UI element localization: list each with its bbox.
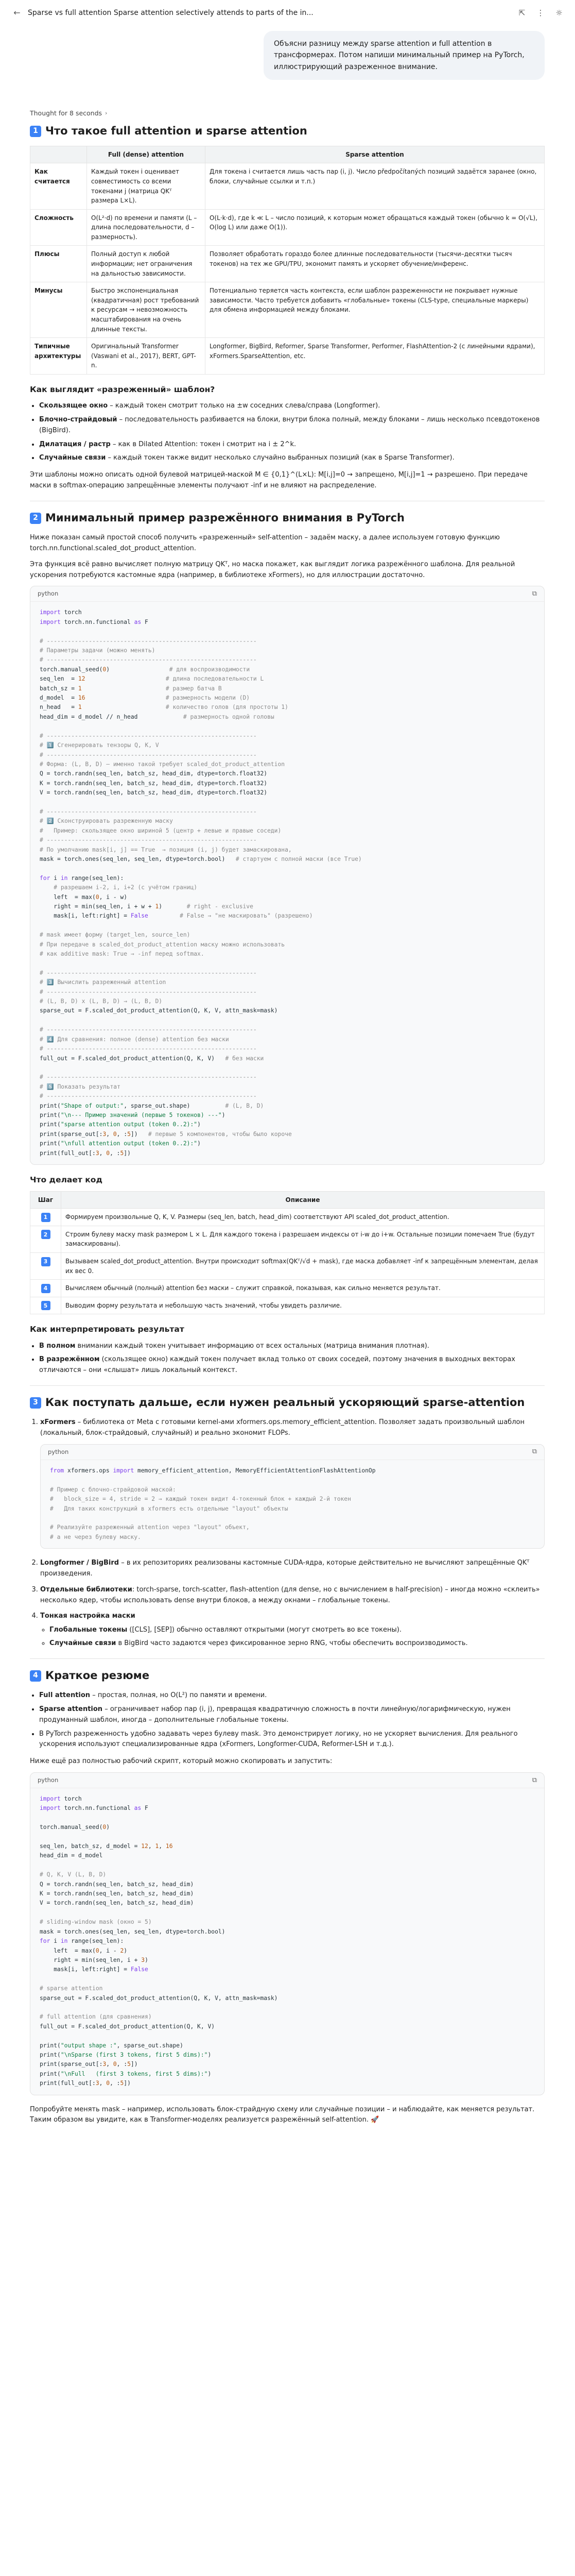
- table-header: Шаг: [30, 1192, 61, 1209]
- table-cell: Быстро экспоненциальная (квадратичная) рост требований к ресурсам → невозможность масштабирования на очень длинные тексты.: [87, 282, 205, 338]
- table-row: [30, 1209, 545, 1226]
- divider: [30, 1658, 545, 1659]
- intro-paragraph: Эта функция всё равно вычисляет полную матрицу QKᵀ, но маска покажет, как выглядит логика разрежённого шаблона. Для реальной ускорения потребуются кастомные ядра (например, в библиотеке xFormers), но для иллюстрации достаточно.: [30, 560, 515, 579]
- list-item: • Случайные связи – каждый токен также видит несколько случайно выбранных позиций (как в Sparse Transformer).: [39, 453, 545, 464]
- outro-paragraph: Ниже ещё раз полностью рабочий скрипт, который можно скопировать и запустить:: [30, 1757, 333, 1766]
- list-item: 3. Отдельные библиотеки: torch-sparse, torch-scatter, flash-attention (для dense, но с вычислением в half-precision) – иногда можно «склеить» несколько ядер, чтобы использовать dense внутри блоков, а между окнами – глобальные токены.: [40, 1585, 545, 1606]
- list-item: • Дилатация / растр – как в Dilated Attention: токен i смотрит на i ± 2^k.: [39, 439, 545, 450]
- table-cell: O(L·k·d), где k ≪ L – число позиций, к которым может обращаться каждый токен (обычно k = O(√L), O(log L) или даже O(1)).: [205, 209, 545, 246]
- table-row: [30, 163, 545, 209]
- code-block: [30, 586, 545, 1165]
- section-title-text: Как поступать дальше, если нужен реальный ускоряющий sparse-attention: [45, 1396, 525, 1409]
- table-cell: Потенциально теряется часть контекста, если шаблон разреженности не покрывает нужные зависимости. Часто требуется добавить «глобальные» токены (CLS-type, специальные маркеры) для обмена информацией между блоками.: [205, 282, 545, 338]
- row-label: Минусы: [30, 282, 87, 338]
- table-row: [30, 1226, 545, 1252]
- copy-icon[interactable]: ⧉: [532, 1776, 537, 1784]
- code-block: [30, 1772, 545, 2095]
- section-number: 1: [30, 126, 41, 137]
- list-item: 4. Тонкая настройка маски ◦ Глобальные токены ([CLS], [SEP]) обычно оставляют открытыми (могут смотреть во все токены). ◦ Случайные связи в BigBird часто задаются через фиксированное зерно RNG, чтобы обеспечить воспроизводимость.: [40, 1611, 545, 1649]
- table-cell: Выводим форму результата и небольшую часть значений, чтобы увидеть различие.: [61, 1297, 545, 1314]
- table-row: [30, 1297, 545, 1314]
- theme-icon[interactable]: ☼: [555, 8, 563, 18]
- list-item: • В PyTorch разреженность удобно задавать через булеву mask. Это демонстрирует логику, но не ускоряет вычисления. Для реального ускорения используют специализированные ядра (xFormers, Longformer-CUDA, Reformer-LSH и т.д.).: [39, 1729, 545, 1751]
- code-header: [30, 586, 544, 602]
- patterns-title: Как выглядит «разреженный» шаблон?: [30, 385, 215, 394]
- copy-icon[interactable]: ⧉: [532, 1448, 537, 1456]
- table-cell: Позволяет обработать гораздо более длинные последовательности (тысячи–десятки тысяч токенов) на тех же GPU/TPU, экономит память и ускоряет обучение/инференс.: [205, 246, 545, 282]
- section-number: 4: [30, 1670, 41, 1682]
- row-label: Сложность: [30, 209, 87, 246]
- interp-title: Как интерпретировать результат: [30, 1325, 184, 1334]
- top-bar: [0, 0, 575, 26]
- patterns-list: [39, 401, 545, 464]
- section-2-title: [30, 511, 545, 526]
- interp-list: [39, 1341, 545, 1376]
- intro-paragraph: Ниже показан самый простой способ получить «разреженный» self-attention – задаём маску, а далее используем готовую функцию torch.nn.functional.scaled_dot_product_attention.: [30, 534, 500, 553]
- table-cell: Для токена i считается лишь часть пар (i, j). Число předpočítaných позиций задаётся заранее (окно, блоки, случайные ссылки и т.п.): [205, 163, 545, 209]
- list-item: • В разрежённом (скользящее окно) каждый токен получает вклад только от своих соседей, поэтому значения в выходных векторах отличаются – они «слышат» лишь локальный контекст.: [39, 1354, 545, 1376]
- table-header: [30, 146, 87, 163]
- table-cell: Строим булеву маску mask размером L × L. Для каждого токена i разрешаем индексы от i-w до i+w. Остальные позиции помечаем True (будут замаскированы).: [61, 1226, 545, 1252]
- table-row: [30, 246, 545, 282]
- user-message: Объясни разницу между sparse attention и full attention в трансформерах. Потом напиши минимальный пример на PyTorch, иллюстрирующий разреженное внимание.: [264, 31, 545, 80]
- table-row: [30, 282, 545, 338]
- thought-toggle[interactable]: [30, 109, 545, 118]
- table-cell: Вызываем scaled_dot_product_attention. Внутри происходит softmax(QKᵀ/√d + mask), где маска добавляет -inf к запрещённым элементам, делая их вес 0.: [61, 1253, 545, 1280]
- list-item: 2. Longformer / BigBird – в их репозиториях реализованы кастомные CUDA-ядра, которые действительно не вычисляют запрещённые QKᵀ произведения.: [40, 1558, 545, 1580]
- table-header: Full (dense) attention: [87, 146, 205, 163]
- next-steps-list: [40, 1417, 545, 1649]
- table-row: [30, 1280, 545, 1297]
- table-header: Описание: [61, 1192, 545, 1209]
- list-item: • Full attention – простая, полная, но O(L²) по памяти и времени.: [39, 1690, 545, 1701]
- code-header: [30, 1773, 544, 1788]
- step-number: 1: [41, 1213, 50, 1222]
- list-item: • Sparse attention – ограничивает набор пар (i, j), превращая квадратичную сложность в почти линейную/логарифмическую, нужен продуманный шаблон, иногда – дополнительные глобальные токены.: [39, 1704, 545, 1726]
- section-number: 2: [30, 513, 41, 524]
- section-3-title: [30, 1395, 545, 1410]
- table-cell: Формируем произвольные Q, K, V. Размеры (seq_len, batch, head_dim) соответствуют API scaled_dot_product_attention.: [61, 1209, 545, 1226]
- code-content: from xformers.ops import memory_efficient_attention, MemoryEfficientAttentionFlashAttentionOp # Пример с блочно-страйдовой маской: # block_size = 4, stride = 2 → каждый токен видит 4-токенный блок + каждый 2-й токен # Для таких конструкций в xformers есть отдельные "layout" объекты # Реализуйте разреженный attention через "layout" объект, # а не через булеву маску.: [50, 1467, 376, 1540]
- table-row: [30, 338, 545, 375]
- code-content: import torch import torch.nn.functional as F # ------------------------------------------------------------ # Параметры задачи (можно менять) # ------------------------------------------------------------ torch.manual_seed(0) # для воспроизводимости seq_len = 12 # длина последовательности L batch_sz = 1 # размер батча B d_model = 16 # размерность модели (D) n_head = 1 # количество голов (для простоты 1) head_dim = d_model // n_head # размерность одной головы # ------------------------------------------------------------ # 1️⃣ Сгенерировать тензоры Q, K, V # ------------------------------------------------------------ # Форма: (L, B, D) – именно такой требует scaled_dot_product_attention Q = torch.randn(seq_len, batch_sz, head_dim, dtype=torch.float32) K = torch.randn(seq_len, batch_sz, head_dim, dtype=torch.float32) V = torch.randn(seq_len, batch_sz, head_dim, dtype=torch.float32) # ------------------------------------------------------------ # 2️⃣ Сконструировать разреженную маску # Пример: скользящее окно шириной 5 (центр + левые и правые соседи) # ------------------------------------------------------------ # По умолчанию mask[i, j] == True → позиция (i, j) будет замаскирована, mask = torch.ones(seq_len, seq_len, dtype=torch.bool) # стартуем с полной маски (все True) for i in range(seq_len): # разрешаем i-2, i, i+2 (с учётом границ) left = max(0, i - w) right = min(seq_len, i + w + 1) # right - exclusive mask[i, left:right] = False # False → "не маскировать" (разрешено) # mask имеет форму (target_len, source_len) # При передаче в scaled_dot_product_attention маску можно использовать # как additive mask: True → -inf перед softmax. # ------------------------------------------------------------ # 3️⃣ Вычислить разреженный attention # ------------------------------------------------------------ # (L, B, D) x (L, B, D) → (L, B, D) sparse_out = F.scaled_dot_product_attention(Q, K, V, attn_mask=mask) # ------------------------------------------------------------ # 4️⃣ Для сравнения: полное (dense) attention без маски # ------------------------------------------------------------ full_out = F.scaled_dot_product_attention(Q, K, V) # без маски # ------------------------------------------------------------ # 5️⃣ Показать результат # ------------------------------------------------------------ print("Shape of output:", sparse_out.shape) # (L, B, D) print("\n--- Пример значений (первые 5 токенов) ---") print("sparse attention output (token 0..2):") print(sparse_out[:3, 0, :5]) # первые 5 компонентов, чтобы было короче print("\nfull attention output (token 0..2):") print(full_out[:3, 0, :5]): [40, 609, 362, 1157]
- row-label: Типичные архитектуры: [30, 338, 87, 375]
- table-cell: Longformer, BigBird, Reformer, Sparse Transformer, Performer, FlashAttention-2 (с линейными ядрами), xFormers.SparseAttention, etc.: [205, 338, 545, 375]
- comparison-table: [30, 146, 545, 375]
- list-item: ◦ Случайные связи в BigBird часто задаются через фиксированное зерно RNG, чтобы обеспечить воспроизводимость.: [49, 1638, 545, 1649]
- thought-label: Thought for 8 seconds: [30, 109, 102, 117]
- table-cell: Каждый токен i оценивает совместимость со всеми токенами j (матрица QKᵀ размера L×L).: [87, 163, 205, 209]
- section-4-title: [30, 1668, 545, 1683]
- code-language: python: [38, 1776, 59, 1784]
- code-language: python: [38, 590, 59, 598]
- conversation: [30, 31, 545, 2131]
- row-label: Плюсы: [30, 246, 87, 282]
- list-item: • Блочно-страйдовый – последовательность разбивается на блоки, внутри блока полный, между блоками – лишь несколько псевдотокенов (BigBird).: [39, 415, 545, 436]
- chevron-right-icon: ›: [105, 110, 108, 117]
- user-message-row: [30, 31, 545, 80]
- list-item: 1. xFormers – библиотека от Meta с готовыми kernel-ами xformers.ops.memory_efficient_attention. Позволяет задать произвольный шаблон (локальный, блок-страйдовый, случайный) и реально экономит FLOPs. python ⧉ from xformers.ops import memory_efficient_attention, MemoryEfficientAttentionFlashAttentionOp # Пример с блочно-страйдовой маской: # block_size = 4, stride = 2 → каждый токен видит 4-токенный блок + каждый 2-й токен # Для таких конструкций в xformers есть отдельные "layout" объекты # Реализуйте разреженный attention через "layout" объект, # а не через булеву маску.: [40, 1417, 545, 1549]
- step-number: 5: [41, 1301, 50, 1310]
- summary-list: [39, 1690, 545, 1750]
- list-item: • В полном внимании каждый токен учитывает информацию от всех остальных (матрица внимания плотная).: [39, 1341, 545, 1352]
- steps-title: Что делает код: [30, 1175, 102, 1184]
- steps-table: [30, 1191, 545, 1314]
- copy-icon[interactable]: ⧉: [532, 590, 537, 598]
- code-language: python: [48, 1448, 69, 1456]
- arrow-left-icon[interactable]: ←: [13, 8, 21, 18]
- pattern-note: Эти шаблоны можно описать одной булевой матрицей-маской M ∈ {0,1}^(L×L): M[i,j]=0 → запрещено, M[i,j]=1 → разрешено. При передаче маски в softmax-операцию запрещённые элементы получают -inf и не влияют на распределение.: [30, 471, 528, 490]
- final-paragraph: Попробуйте менять mask – например, использовать блок-страйдную схему или случайные позиции – и наблюдайте, как меняется результат. Таким образом вы увидите, как в Transformer-моделях реализуется разрежённый self-attention. 🚀: [30, 2105, 535, 2124]
- divider: [30, 1385, 545, 1386]
- more-icon[interactable]: ⋮: [536, 8, 545, 18]
- table-row: [30, 1253, 545, 1280]
- table-cell: Оригинальный Transformer (Vaswani et al., 2017), BERT, GPT-n.: [87, 338, 205, 375]
- code-header: [41, 1445, 544, 1460]
- list-item: • Скользящее окно – каждый токен смотрит только на ±w соседних слева/справа (Longformer).: [39, 401, 545, 412]
- table-cell: O(L²·d) по времени и памяти (L – длина последовательности, d – размерность).: [87, 209, 205, 246]
- conversation-title: Sparse vs full attention Sparse attention selectively attends to parts of the in...: [28, 8, 313, 17]
- table-row: [30, 209, 545, 246]
- row-label: Как считается: [30, 163, 87, 209]
- top-actions: [516, 7, 565, 19]
- section-1-title: [30, 124, 545, 139]
- table-cell: Вычисляем обычный (полный) attention без маски – служит справкой, показывая, как сильно меняется результат.: [61, 1280, 545, 1297]
- section-title-text: Что такое full attention и sparse attention: [45, 124, 307, 137]
- code-block: [40, 1444, 545, 1549]
- step-number: 3: [41, 1257, 50, 1266]
- share-icon[interactable]: ⇱: [518, 8, 526, 18]
- step-number: 4: [41, 1284, 50, 1293]
- list-item: ◦ Глобальные токены ([CLS], [SEP]) обычно оставляют открытыми (могут смотреть во все токены).: [49, 1625, 545, 1636]
- step-number: 2: [41, 1230, 50, 1239]
- code-content: import torch import torch.nn.functional as F torch.manual_seed(0) seq_len, batch_sz, d_model = 12, 1, 16 head_dim = d_model # Q, K, V (L, B, D) Q = torch.randn(seq_len, batch_sz, head_dim) K = torch.randn(seq_len, batch_sz, head_dim) V = torch.randn(seq_len, batch_sz, head_dim) # sliding-window mask (окно = 5) mask = torch.ones(seq_len, seq_len, dtype=torch.bool) for i in range(seq_len): left = max(0, i - 2) right = min(seq_len, i + 3) mask[i, left:right] = False # sparse attention sparse_out = F.scaled_dot_product_attention(Q, K, V, attn_mask=mask) # full attention (для сравнения) full_out = F.scaled_dot_product_attention(Q, K, V) print("output shape :", sparse_out.shape) print("\nSparse (first 3 tokens, first 5 dims):") print(sparse_out[:3, 0, :5]) print("\nFull (first 3 tokens, first 5 dims):") print(full_out[:3, 0, :5]): [40, 1795, 278, 2087]
- table-header: Sparse attention: [205, 146, 545, 163]
- section-title-text: Краткое резюме: [45, 1669, 150, 1682]
- section-number: 3: [30, 1397, 41, 1409]
- section-title-text: Минимальный пример разрежённого внимания в PyTorch: [45, 511, 405, 524]
- table-cell: Полный доступ к любой информации; нет ограничения на дальностью зависимости.: [87, 246, 205, 282]
